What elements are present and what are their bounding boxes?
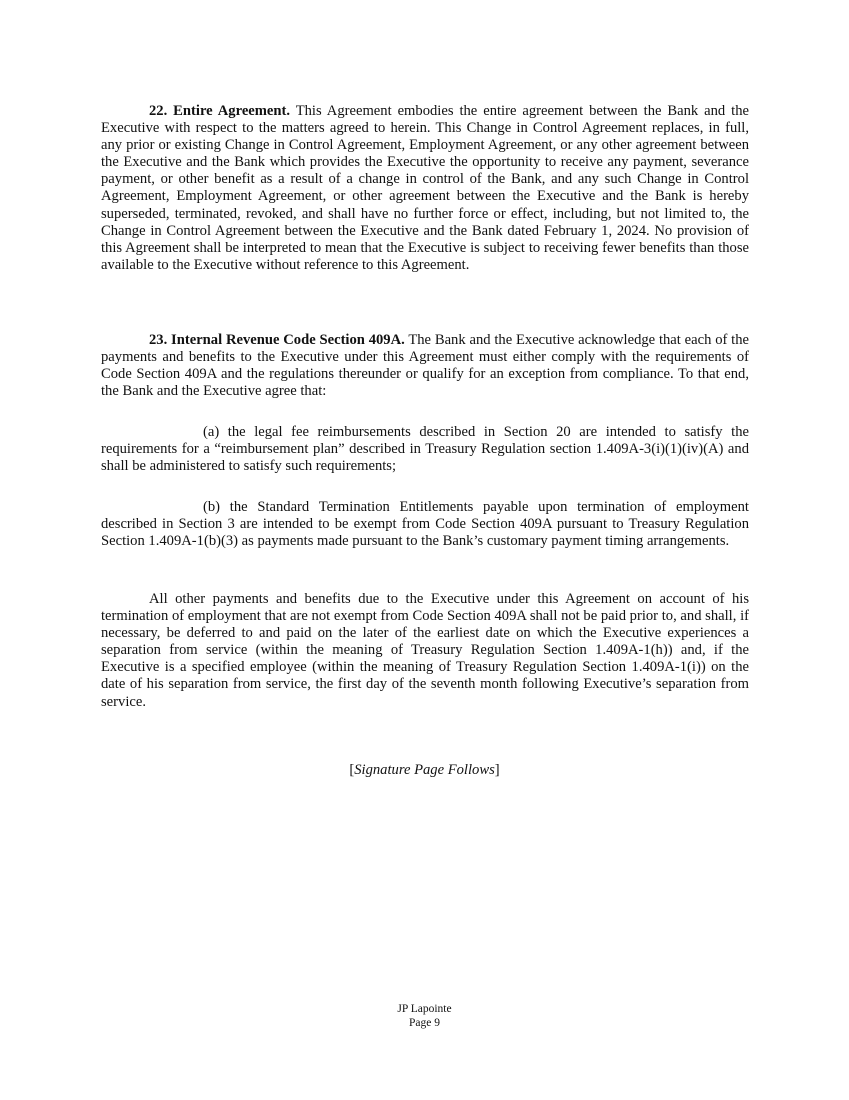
section-22-heading: 22. Entire Agreement. <box>149 103 291 119</box>
subparagraph-a-text: (a) the legal fee reimbursements described in Section 20 are intended to satisfy the requirements for a “reimbursement plan” described in Treasury Regulation section 1.409A-3(i)(1)(iv)(A) and shall be administered to satisfy such requirements; <box>101 424 749 475</box>
section-22-paragraph <box>101 103 749 274</box>
footer-page-number: Page 9 <box>409 1016 440 1029</box>
closing-paragraph-text: All other payments and benefits due to the Executive under this Agreement on account of his termination of employment that are not exempt from Code Section 409A shall not be paid prior to, and shall, if necessary, be deferred to and paid on the later of the earliest date on which the Executive experiences a separation from service (within the meaning of Treasury Regulation Section 1.409A-1(h)) and, if the Executive is a specified employee (within the meaning of Treasury Regulation Section 1.409A-1(i)) on the date of his separation from service, the first day of the seventh month following Executive’s separation from service. <box>101 591 749 710</box>
subparagraph-a <box>101 424 749 475</box>
section-23-text <box>101 332 749 400</box>
section-23-paragraph <box>101 332 749 400</box>
section-22-text <box>101 103 749 274</box>
subparagraph-b-text: (b) the Standard Termination Entitlements payable upon termination of employment described in Section 3 are intended to be exempt from Code Section 409A pursuant to Treasury Regulation Section 1.409A-1(b)(3) as payments made pursuant to the Bank’s customary payment timing arrangements. <box>101 499 749 550</box>
section-23-body: The Bank and the Executive acknowledge that each of the payments and benefits to the Executive under this Agreement must either comply with the requirements of Code Section 409A and the regulations thereunder or qualify for an exception from compliance. To that end, the Bank and the Executive agree that: <box>101 332 749 400</box>
section-23-heading: 23. Internal Revenue Code Section 409A. <box>149 332 405 348</box>
signature-note-text: Signature Page Follows <box>354 762 495 778</box>
subparagraph-b <box>101 499 749 550</box>
footer-name: JP Lapointe <box>397 1003 452 1015</box>
signature-note-close-bracket: ] <box>494 762 500 778</box>
section-22-body: This Agreement embodies the entire agreement between the Bank and the Executive with respect to the matters agreed to herein. This Change in Control Agreement replaces, in full, any prior or existing Change in Control Agreement, Employment Agreement, or any other agreement between the Executive and the Bank which provides the Executive the opportunity to receive any payment, severance payment, or other benefit as a result of a change in control of the Bank, and any such Change in Control Agreement, Employment Agreement, or other agreement between the Executive and the Bank is hereby superseded, terminated, revoked, and shall have no further force or effect, including, but not limited to, the Change in Control Agreement between the Executive and the Bank dated February 1, 2024. No provision of this Agreement shall be interpreted to mean that the Executive is subject to receiving fewer benefits than those available to the Executive without reference to this Agreement. <box>101 103 750 273</box>
signature-note-open-bracket: [ <box>349 762 355 778</box>
page-footer <box>0 1003 849 1030</box>
signature-page-note <box>0 762 849 779</box>
closing-paragraph <box>101 591 749 711</box>
